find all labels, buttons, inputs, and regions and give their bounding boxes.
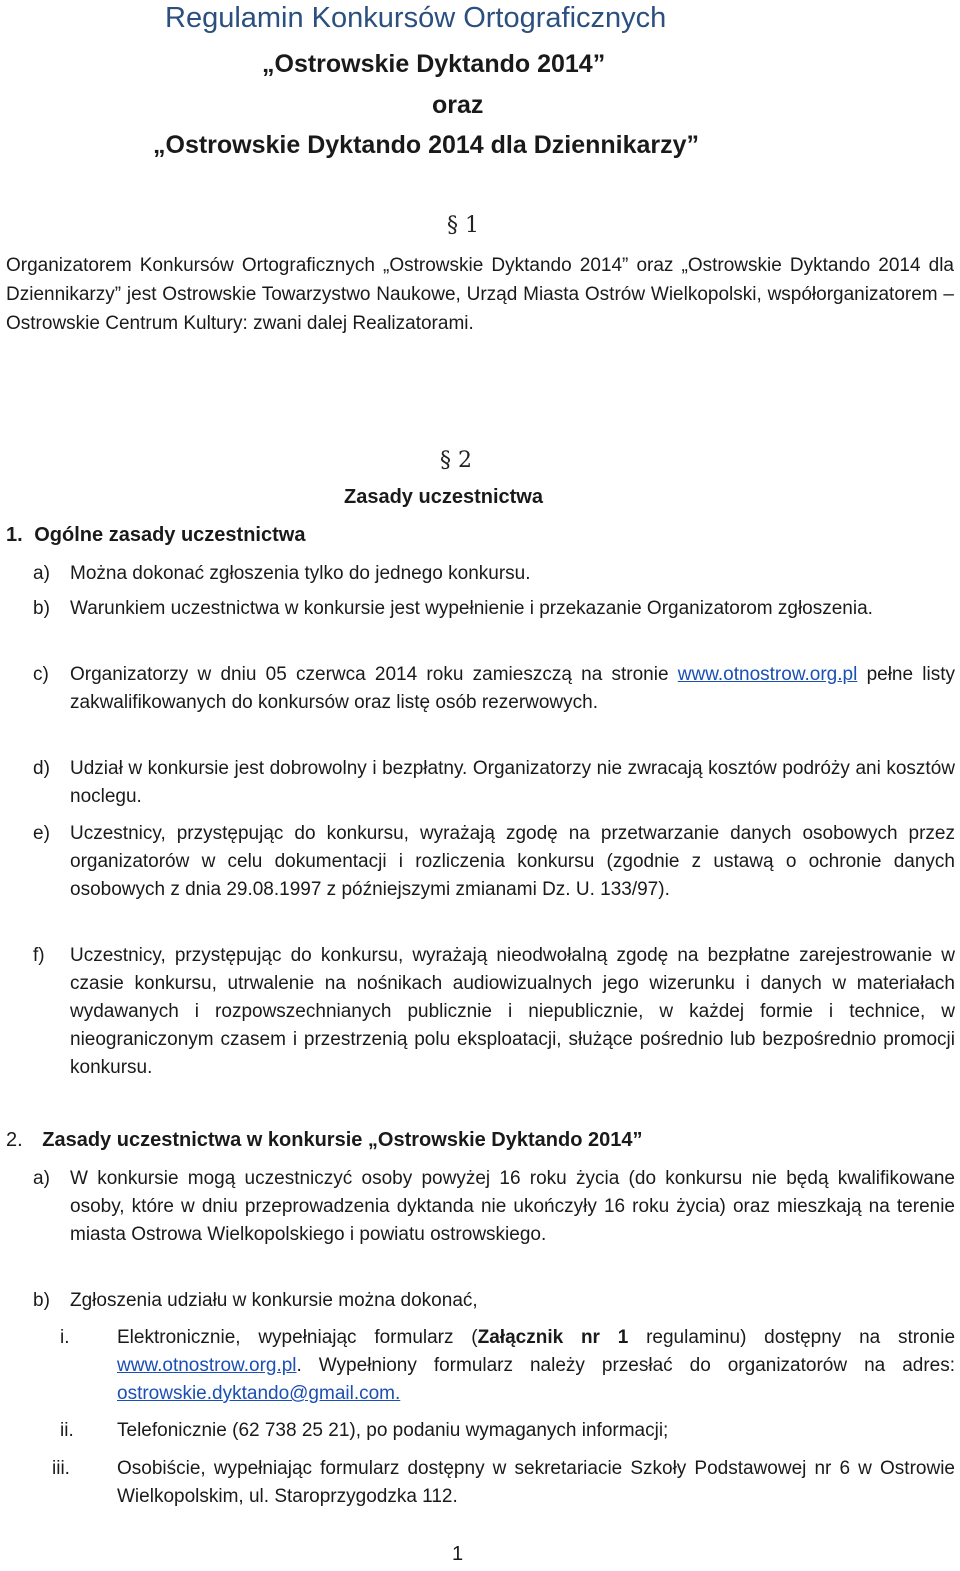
document-title: Regulamin Konkursów Ortograficznych xyxy=(165,2,667,34)
part-2-heading xyxy=(6,1129,642,1152)
sub-item-text: Telefonicznie (62 738 25 21), po podaniu wymaganych informacji; xyxy=(117,1420,669,1441)
item-text-after: pełne listy zakwalifikowanych do konkursów oraz listę osób rezerwowych. xyxy=(70,664,956,713)
document-subtitle-conjunction: oraz xyxy=(432,91,484,119)
part-1-heading xyxy=(6,524,305,547)
otnostrow-link[interactable]: www.otnostrow.org.pl xyxy=(677,664,858,685)
attachment-reference: Załącznik nr 1 xyxy=(477,1327,629,1348)
item-text: Udział w konkursie jest dobrowolny i bezpłatny. Organizatorzy nie zwracają kosztów podróży ani kosztów noclegu. xyxy=(70,758,955,807)
part-1-number: 1. xyxy=(6,524,23,546)
part-1-title: Ogólne zasady uczestnictwa xyxy=(34,524,306,546)
item-text: Uczestnicy, przystępując do konkursu, wyrażają nieodwołalną zgodę na bezpłatne zarejestrowanie w czasie konkursu, utrwalenie na nośnikach audiowizualnych jego wizerunku i danych w materiałach wydawanych i rozpowszechnianych publicznie i niepublicznie, w każdej formie i technice, w nieograniczonym czasem i przestrzenią polu eksploatacji, służące pośrednio lub bezpośrednio promocji konkursu. xyxy=(70,945,955,1078)
sub-item-label: iii. xyxy=(52,1458,70,1479)
otnostrow-link-2[interactable]: www.otnostrow.org.pl xyxy=(117,1355,297,1376)
item-label: d) xyxy=(33,758,50,779)
sub-item-text xyxy=(117,1324,955,1408)
item-text xyxy=(70,661,955,717)
part-2-number: 2. xyxy=(6,1129,23,1151)
sub-item-label: i. xyxy=(60,1327,70,1348)
sub-item-label: ii. xyxy=(60,1420,74,1441)
item-label: f) xyxy=(33,945,45,966)
sub-item-text-before: Elektronicznie, wypełniając formularz ( xyxy=(117,1327,478,1348)
item-label: e) xyxy=(33,823,50,844)
page-number: 1 xyxy=(452,1543,464,1565)
sub-item-text-mid: regulaminu) dostępny na stronie xyxy=(628,1327,956,1348)
section-2-heading: Zasady uczestnictwa xyxy=(344,486,543,508)
item-text: Zgłoszenia udziału w konkursie można dokonać, xyxy=(70,1290,478,1311)
item-text: Uczestnicy, przystępując do konkursu, wyrażają zgodę na przetwarzanie danych osobowych przez organizatorów w celu dokumentacji i rozliczenia konkursu (zgodnie z ustawą o ochronie danych osobowych z dnia 29.08.1997 z późniejszymi zmianami Dz. U. 133/97). xyxy=(70,823,955,900)
section-1-paragraph: Organizatorem Konkursów Ortograficznych „Ostrowskie Dyktando 2014” oraz „Ostrowskie Dyktando 2014 dla Dziennikarzy” jest Ostrowskie Towarzystwo Naukowe, Urząd Miasta Ostrów Wielkopolski, współorganizatorem – Ostrowskie Centrum Kultury: zwani dalej Realizatorami. xyxy=(6,255,954,334)
item-text-before: Organizatorzy w dniu 05 czerwca 2014 roku zamieszczą na stronie xyxy=(70,664,669,685)
item-label: b) xyxy=(33,1290,50,1311)
item-label: b) xyxy=(33,598,50,619)
sub-item-text: Osobiście, wypełniając formularz dostępny w sekretariacie Szkoły Podstawowej nr 6 w Ostrowie Wielkopolskim, ul. Staroprzygodzka 112. xyxy=(117,1458,955,1507)
item-label: a) xyxy=(33,563,50,584)
item-text: Warunkiem uczestnictwa w konkursie jest wypełnienie i przekazanie Organizatorom zgłoszenia. xyxy=(70,598,873,619)
section-1-marker: § 1 xyxy=(447,213,479,238)
item-label: a) xyxy=(33,1168,50,1189)
email-link[interactable]: ostrowskie.dyktando@gmail.com. xyxy=(117,1383,401,1404)
item-text: W konkursie mogą uczestniczyć osoby powyżej 16 roku życia (do konkursu nie będą kwalifikowane osoby, które w dniu przeprowadzenia dyktanda nie ukończyły 16 roku życia) oraz mieszkają na terenie miasta Ostrowa Wielkopolskiego i powiatu ostrowskiego. xyxy=(70,1168,955,1245)
part-2-title: Zasady uczestnictwa w konkursie „Ostrowskie Dyktando 2014” xyxy=(42,1129,643,1151)
document-subtitle-2: „Ostrowskie Dyktando 2014 dla Dziennikarzy” xyxy=(153,131,700,159)
item-label: c) xyxy=(33,664,49,685)
section-2-marker: § 2 xyxy=(440,448,472,473)
document-subtitle-1: „Ostrowskie Dyktando 2014” xyxy=(262,50,606,78)
sub-item-text-after: . Wypełniony formularz należy przesłać do organizatorów na adres: xyxy=(296,1355,955,1376)
item-text: Można dokonać zgłoszenia tylko do jednego konkursu. xyxy=(70,563,531,584)
